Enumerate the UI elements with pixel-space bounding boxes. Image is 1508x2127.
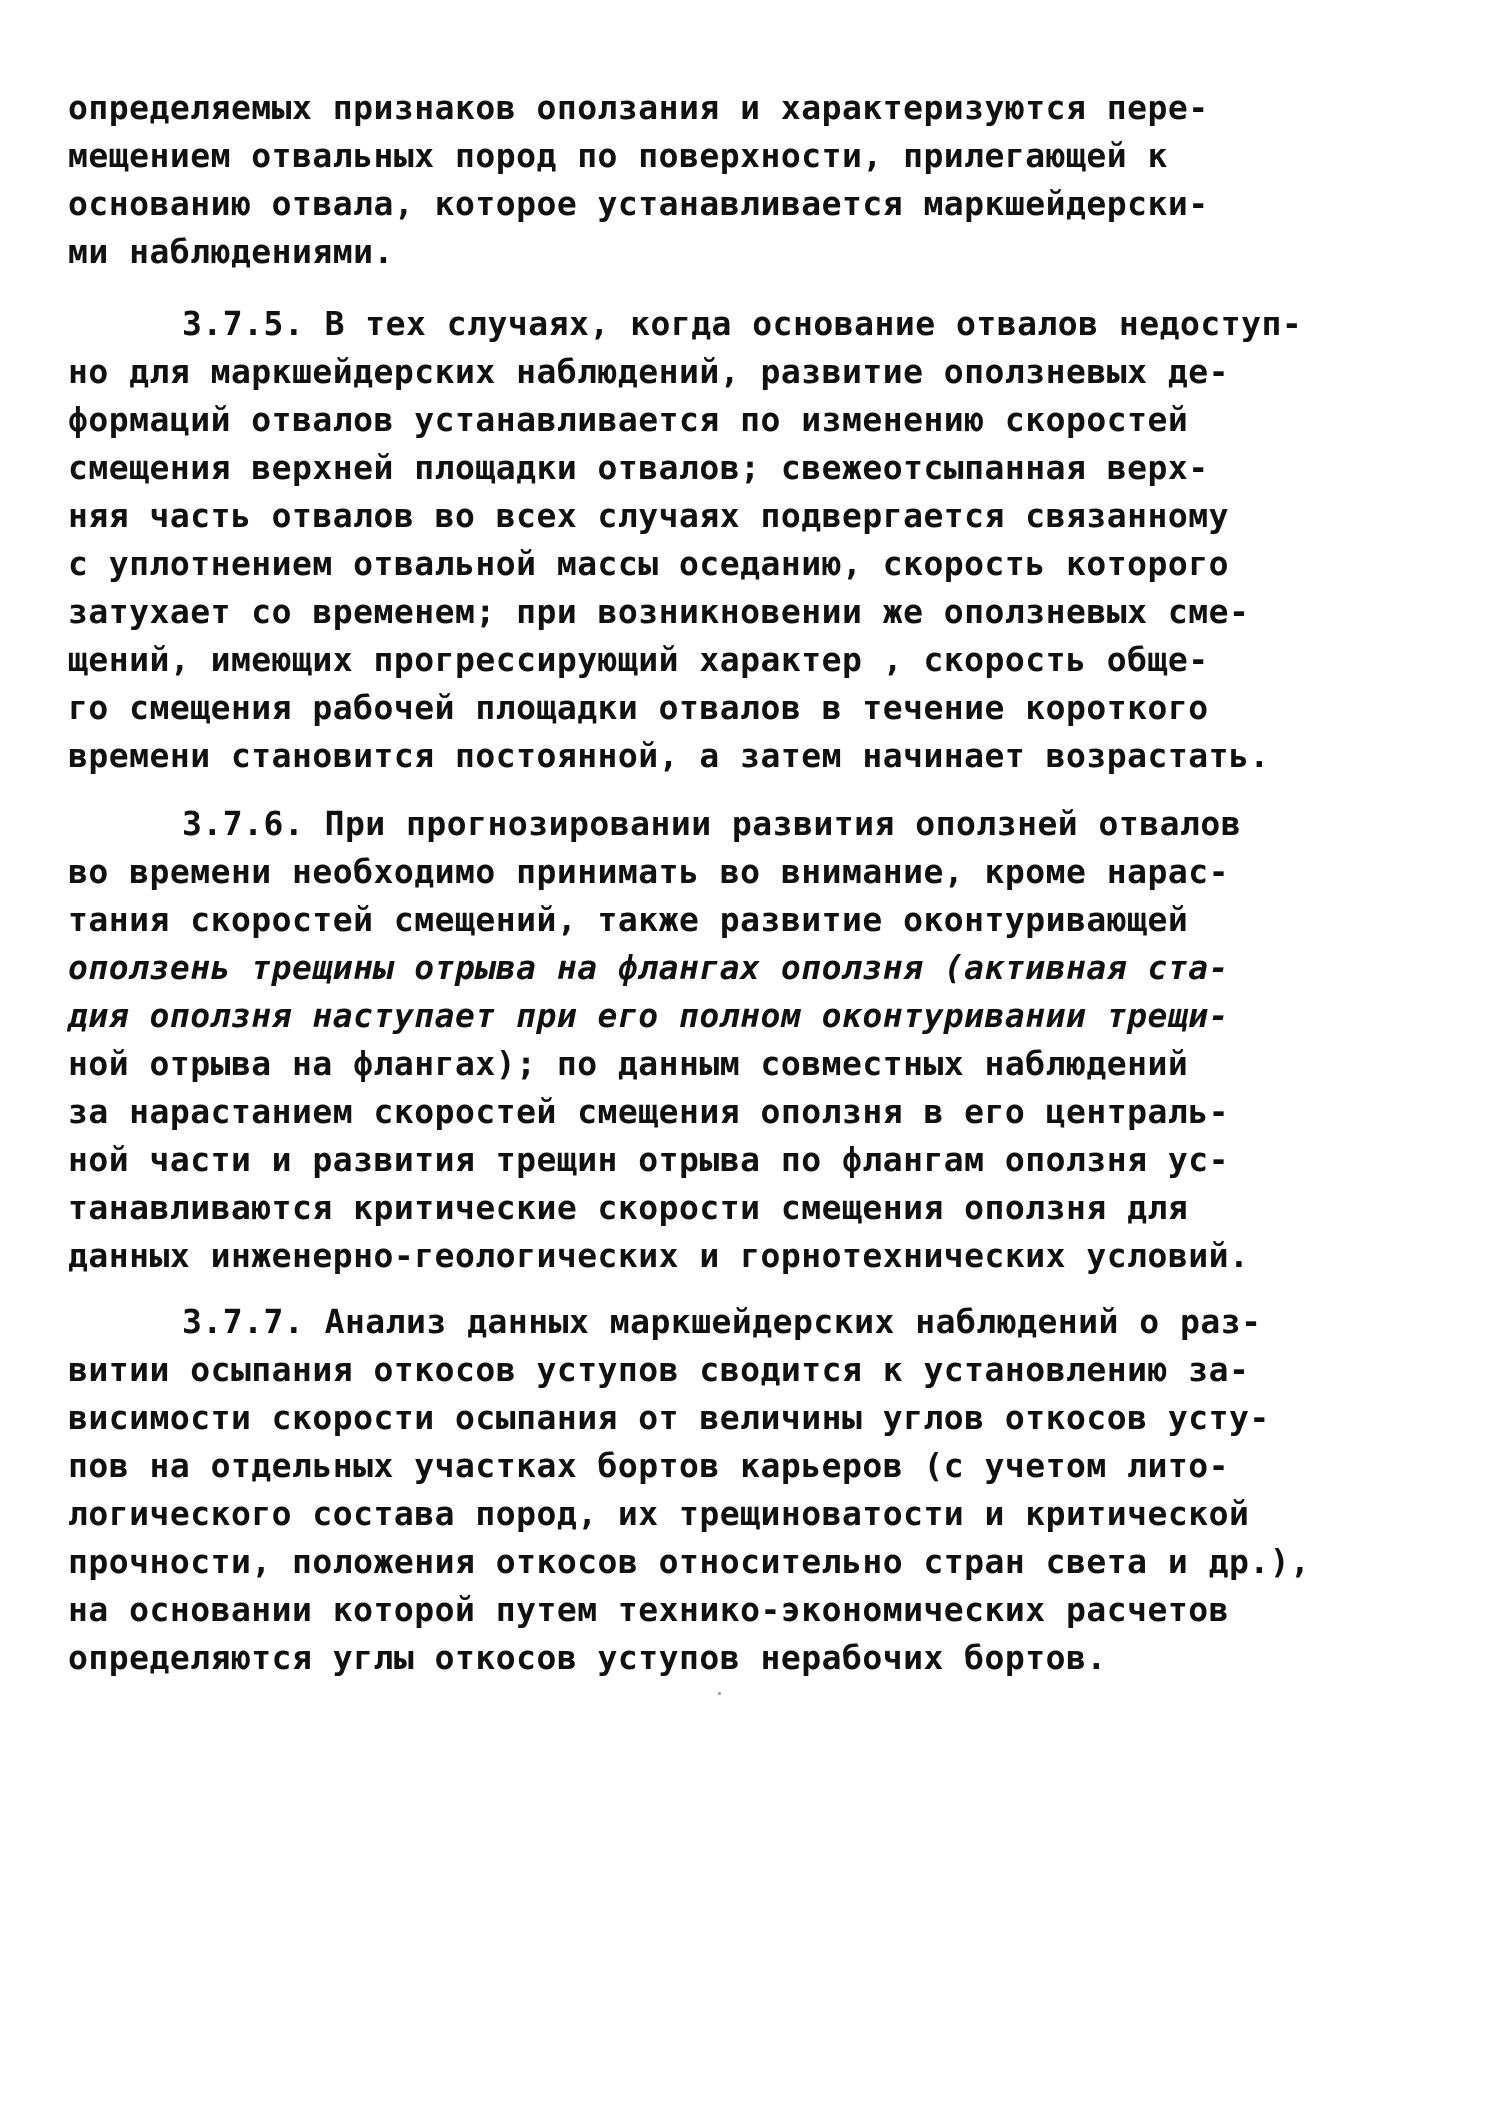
p2-line-8: щений, имеющих прогрессирующий характер , скорость обще- bbox=[68, 640, 1209, 679]
p4-line-8: определяются углы откосов уступов нерабочих бортов. bbox=[68, 1638, 1107, 1677]
p3-line-10: данных инженерно-геологических и горнотехнических условий. bbox=[68, 1236, 1250, 1275]
p3-line-4: оползень трещины отрыва на флангах оползня (активная ста- bbox=[68, 948, 1229, 987]
p4-line-3: висимости скорости осыпания от величины углов откосов усту- bbox=[68, 1398, 1270, 1437]
p2-line-6: с уплотнением отвальной массы оседанию, скорость которого bbox=[68, 544, 1229, 583]
p1-line-2: мещением отвальных пород по поверхности, прилегающей к bbox=[68, 136, 1168, 175]
scan-speck bbox=[718, 1692, 721, 1695]
p4-line-7: на основании которой путем технико-экономических расчетов bbox=[68, 1590, 1229, 1629]
p1-line-3: основанию отвала, которое устанавливается маркшейдерски- bbox=[68, 184, 1209, 223]
p2-line-2: но для маркшейдерских наблюдений, развитие оползневых де- bbox=[68, 352, 1229, 391]
p4-line-1: 3.7.7. Анализ данных маркшейдерских наблюдений о раз- bbox=[182, 1302, 1262, 1341]
p2-line-5: няя часть отвалов во всех случаях подвергается связанному bbox=[68, 496, 1229, 535]
p3-line-6: ной отрыва на флангах); по данным совместных наблюдений bbox=[68, 1044, 1189, 1083]
p1-line-4: ми наблюдениями. bbox=[68, 232, 394, 271]
p4-line-5: логического состава пород, их трещиноватости и критической bbox=[68, 1494, 1250, 1533]
p3-line-2: во времени необходимо принимать во внимание, кроме нарас- bbox=[68, 852, 1229, 891]
p3-line-5: дия оползня наступает при его полном оконтуривании трещи- bbox=[68, 996, 1229, 1035]
p3-line-8: ной части и развития трещин отрыва по флангам оползня ус- bbox=[68, 1140, 1229, 1179]
p2-line-9: го смещения рабочей площадки отвалов в течение короткого bbox=[68, 688, 1209, 727]
p3-line-3: тания скоростей смещений, также развитие оконтуривающей bbox=[68, 900, 1189, 939]
p2-line-4: смещения верхней площадки отвалов; свежеотсыпанная верх- bbox=[68, 448, 1209, 487]
p2-line-1: 3.7.5. В тех случаях, когда основание отвалов недоступ- bbox=[182, 304, 1303, 343]
p4-line-4: пов на отдельных участках бортов карьеров (с учетом лито- bbox=[68, 1446, 1229, 1485]
p2-line-3: формаций отвалов устанавливается по изменению скоростей bbox=[68, 400, 1189, 439]
p3-line-1: 3.7.6. При прогнозировании развития оползней отвалов bbox=[182, 804, 1242, 843]
p4-line-6: прочности, положения откосов относительно стран света и др.), bbox=[68, 1542, 1311, 1581]
p3-line-7: за нарастанием скоростей смещения оползня в его централь- bbox=[68, 1092, 1229, 1131]
p2-line-10: времени становится постоянной, а затем начинает возрастать. bbox=[68, 736, 1270, 775]
p3-line-9: танавливаются критические скорости смещения оползня для bbox=[68, 1188, 1189, 1227]
p1-line-1: определяемых признаков оползания и характеризуются пере- bbox=[68, 88, 1209, 127]
p2-line-7: затухает со временем; при возникновении же оползневых сме- bbox=[68, 592, 1250, 631]
p4-line-2: витии осыпания откосов уступов сводится к установлению за- bbox=[68, 1350, 1250, 1389]
